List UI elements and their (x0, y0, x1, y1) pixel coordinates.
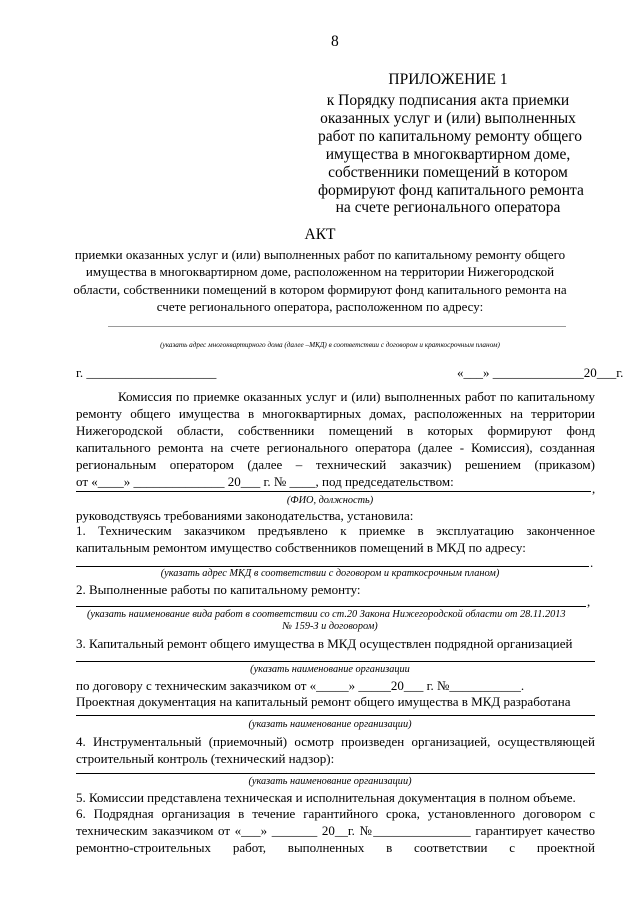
org-caption: (указать наименование организации) (248, 776, 412, 787)
chair-line (76, 491, 591, 492)
item1-line: капитальным ремонтом имущество собственников помещений в МКД по адресу: (76, 540, 526, 555)
act-subtitle-line: области, собственники помещений в котором формируют фонд капитального ремонта на (73, 282, 567, 297)
item2-line: 2. Выполненные работы по капитальному ремонту: (76, 582, 361, 597)
city-field: г. ____________________ (76, 365, 217, 380)
date-field: «___» ______________20___г. (457, 365, 624, 380)
commission-line: ремонту общего имущества в многоквартирных домах, расположенных на территории (76, 406, 595, 421)
address-line (108, 326, 566, 327)
appendix-line: оказанных услуг и (или) выполненных (320, 110, 576, 127)
work-type-caption: № 159-З и договором) (282, 621, 378, 632)
contract-line: по договору с техническим заказчиком от «_____» _____20___ г. №___________. (76, 678, 525, 693)
address-caption: (указать адрес многоквартирного дома (далее –МКД) в соответствии с договором и краткосрочным планом) (160, 341, 500, 349)
act-subtitle-line: счете регионального оператора, расположенном по адресу: (156, 299, 484, 314)
project-doc-line: Проектная документация на капитальный ремонт общего имущества в МКД разработана (76, 694, 571, 709)
commission-line: Комиссия по приемке оказанных услуг и (или) выполненных работ по капитальному (118, 389, 595, 404)
appendix-line: собственники помещений в котором (328, 164, 568, 181)
act-subtitle-line: имущества в многоквартирном доме, расположенном на территории Нижегородской (85, 264, 555, 279)
item1-line: 1. Техническим заказчиком предъявлено к приемке в эксплуатацию законченное (76, 523, 595, 538)
org-caption: (указать наименование организации) (248, 719, 412, 730)
item6-line: 6. Подрядная организация в течение гарантийного срока, установленного договором с (76, 806, 595, 821)
commission-line: Нижегородской области, собственники помещений в которых формируют фонд (76, 423, 595, 438)
item2-work-line (76, 606, 586, 607)
guided-line: руководствуясь требованиями законодательства, установила: (76, 508, 414, 523)
commission-line: региональным оператором (далее – технический заказчик) решением (приказом) (76, 457, 595, 472)
org-caption: (указать наименование организации (250, 664, 410, 675)
item2-comma: , (587, 594, 591, 609)
item1-address-line (76, 566, 589, 567)
act-title: АКТ (304, 226, 336, 243)
appendix-line: к Порядку подписания акта приемки (326, 92, 570, 109)
page-number: 8 (331, 33, 339, 50)
item4-line: строительный контроль (технический надзор): (76, 751, 335, 766)
fio-caption: (ФИО, должность) (286, 495, 374, 506)
appendix-title: ПРИЛОЖЕНИЕ 1 (388, 71, 508, 88)
appendix-line: работ по капитальному ремонту общего (318, 128, 583, 145)
item4-line: 4. Инструментальный (приемочный) осмотр произведен организацией, осуществляющей (76, 734, 595, 749)
commission-line: от «____» ______________ 20___ г. № ____, под председательством: (76, 474, 454, 489)
item6-line: техническим заказчиком от «___» _______ 20__г. №_______________ гарантирует качество (76, 823, 595, 838)
appendix-line: на счете регионального оператора (335, 199, 561, 216)
contractor-line (76, 661, 595, 662)
commission-line: капитального ремонта на счете регионального оператора (далее - Комиссия), созданная (76, 440, 595, 455)
item6-line: ремонтно-строительных работ, выполненных в соответствии с проектной (76, 840, 595, 855)
appendix-line: формируют фонд капитального ремонта (318, 182, 584, 199)
control-org-line (76, 773, 595, 774)
item1-dot: . (590, 555, 594, 570)
item3-line: 3. Капитальный ремонт общего имущества в МКД осуществлен подрядной организацией (76, 636, 573, 651)
design-org-line (76, 715, 595, 716)
act-subtitle-line: приемки оказанных услуг и (или) выполненных работ по капитальному ремонту общего (74, 247, 566, 262)
work-type-caption: (указать наименование вида работ в соответствии со ст.20 Закона Нижегородской области от 28.11.2013 (87, 609, 566, 620)
appendix-line: имущества в многоквартирном доме, (325, 146, 571, 163)
item5-line: 5. Комиссии представлена техническая и исполнительная документация в полном объеме. (76, 790, 576, 805)
chair-comma: , (592, 481, 596, 496)
address-mkd-caption: (указать адрес МКД в соответствии с договором и краткосрочным планом) (160, 568, 500, 579)
